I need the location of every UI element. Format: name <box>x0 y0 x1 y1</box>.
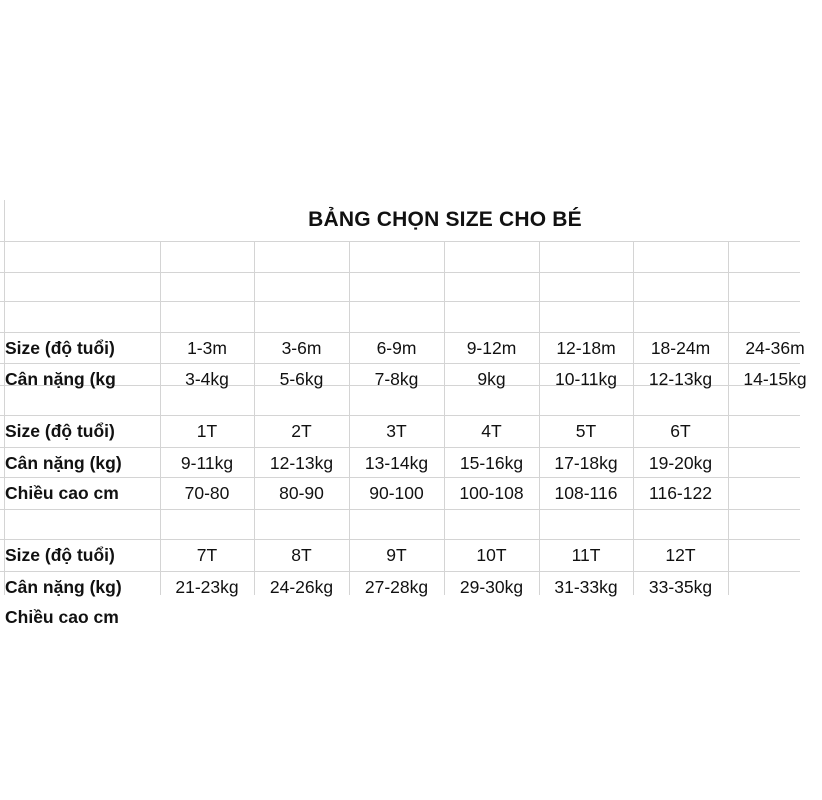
table-cell: 108-116 <box>554 483 618 503</box>
table-row <box>0 478 800 509</box>
table-row <box>0 540 800 571</box>
table-cell: 10-11kg <box>555 369 617 389</box>
table-cell: 90-100 <box>369 483 424 503</box>
table-cell: 9-11kg <box>180 453 234 473</box>
table-cell: 13-14kg <box>364 453 429 473</box>
table-cell: 3-6m <box>281 338 322 358</box>
table-cell: 8T <box>291 545 312 565</box>
table-cell: 9kg <box>477 369 506 389</box>
table-cell: 31-33kg <box>554 577 618 597</box>
table-cell: 70-80 <box>184 483 230 503</box>
table-cell: 14-15kg <box>743 369 807 389</box>
sheet-gridlines <box>0 200 800 595</box>
size-chart-sheet <box>0 200 807 627</box>
table-cell: 7T <box>196 545 218 565</box>
table-cell: 80-90 <box>279 483 324 503</box>
table-cell: 2T <box>291 421 312 441</box>
row-label: Size (độ tuổi) <box>5 421 115 441</box>
table-cell: 33-35kg <box>648 577 713 597</box>
table-cell: 100-108 <box>459 483 524 503</box>
table-row <box>0 448 800 479</box>
table-row <box>0 572 800 603</box>
table-cell: 19-20kg <box>648 453 713 473</box>
table-cell: 6-9m <box>376 338 417 358</box>
row-label: Size (độ tuổi) <box>5 545 115 565</box>
table-cell: 6T <box>670 421 691 441</box>
table-cell: 12-13kg <box>648 369 713 389</box>
table-cell: 1-3m <box>187 338 227 358</box>
table-cell: 24-26kg <box>269 577 334 597</box>
table-cell: 5T <box>575 421 597 441</box>
table-cell: 29-30kg <box>459 577 524 597</box>
sheet-title: BẢNG CHỌN SIZE CHO BÉ <box>308 208 582 231</box>
table-cell: 18-24m <box>650 338 711 358</box>
row-label: Chiều cao cm <box>5 483 119 503</box>
row-label: Cân nặng (kg) <box>5 453 122 473</box>
table-cell: 1T <box>196 421 218 441</box>
table-cell: 12-18m <box>556 338 616 358</box>
table-cell: 3-4kg <box>185 369 229 389</box>
table-cell: 17-18kg <box>554 453 618 473</box>
table-cell: 27-28kg <box>364 577 429 597</box>
table-cell: 15-16kg <box>459 453 524 473</box>
table-cell: 24-36m <box>745 338 805 358</box>
table-cell: 4T <box>481 421 502 441</box>
row-label: Cân nặng (kg <box>5 369 116 389</box>
table-row <box>0 602 800 633</box>
table-cell: 12T <box>665 545 696 565</box>
table-cell: 11T <box>571 545 601 565</box>
table-cell: 9-12m <box>466 338 517 358</box>
row-label: Cân nặng (kg) <box>5 577 122 597</box>
table-row <box>0 333 805 364</box>
table-row <box>0 364 807 395</box>
table-cell: 7-8kg <box>374 369 419 389</box>
table-cell: 116-122 <box>649 483 712 503</box>
table-cell: 12-13kg <box>269 453 334 473</box>
table-cell: 10T <box>476 545 507 565</box>
table-cell: 21-23kg <box>175 577 239 597</box>
table-cell: 3T <box>386 421 407 441</box>
table-row <box>0 416 800 447</box>
row-label: Size (độ tuổi) <box>5 338 115 358</box>
table-cell: 5-6kg <box>279 369 324 389</box>
table-cell: 9T <box>386 545 407 565</box>
row-label: Chiều cao cm <box>5 607 119 627</box>
